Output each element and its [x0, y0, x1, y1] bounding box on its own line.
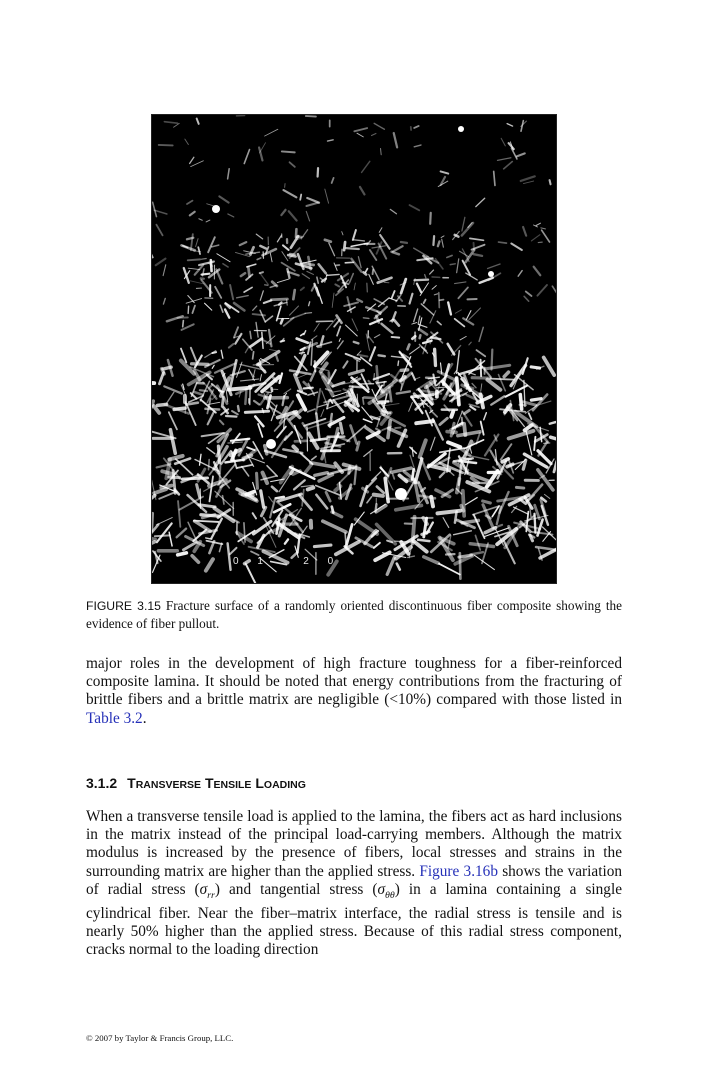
- sigma-thetatheta-symbol: $\sigma_{\theta\theta}$: [377, 880, 395, 901]
- sigma-rr-symbol: $\sigma_{rr}$: [199, 880, 215, 901]
- figure-label: FIGURE 3.15: [86, 599, 161, 613]
- fracture-surface-photo: [151, 114, 557, 584]
- paragraph-2-part-3: ) and tangential stress (: [214, 880, 378, 898]
- figure-3-16b-link[interactable]: Figure 3.16b: [419, 862, 498, 880]
- paragraph-2-part-1: When a transverse tensile load is applied to the lamina, the fibers act as hard inclusions in the matrix instead of the principal load-carrying members. Although the matrix modulus is increased by the presence of fibers, local stresses and strains in the surrounding matrix are higher than the applied stress.: [86, 808, 622, 880]
- table-3-2-link[interactable]: Table 3.2: [86, 709, 143, 727]
- fracture-surface-micrograph-icon: [151, 114, 557, 584]
- figure-caption: [86, 597, 622, 632]
- section-title: TRANSVERSE TENSILE LOADING: [127, 775, 306, 791]
- section-heading: [86, 775, 306, 791]
- paragraph-1-text-a: major roles in the development of high fracture toughness for a fiber-reinforced composite lamina. It should be noted that energy contributions from the fracturing of brittle fibers and a brittle matrix are negligible (<10%) compared with those listed in: [86, 655, 622, 709]
- paragraph-1: [86, 655, 622, 728]
- micrograph-scale-text: 0 1 2 0: [233, 556, 342, 567]
- figure-caption-text: Fracture surface of a randomly oriented discontinuous fiber composite showing the evidence of fiber pullout.: [86, 598, 622, 631]
- paragraph-1-text-b: .: [142, 709, 147, 727]
- paragraph-2-part-4: ) in a lamina containing a single cylindrical fiber. Near the fiber–matrix interface, the radial stress is tensile and is nearly 50% higher than the applied stress. Because of this radial stress component, cracks normal to the loading direction: [86, 880, 622, 959]
- paragraph-2-part-2: shows the variation of radial stress (: [86, 862, 622, 898]
- section-number: 3.1.2: [86, 775, 118, 791]
- copyright-footer: © 2007 by Taylor & Francis Group, LLC.: [86, 1033, 234, 1043]
- paragraph-2: [86, 808, 622, 960]
